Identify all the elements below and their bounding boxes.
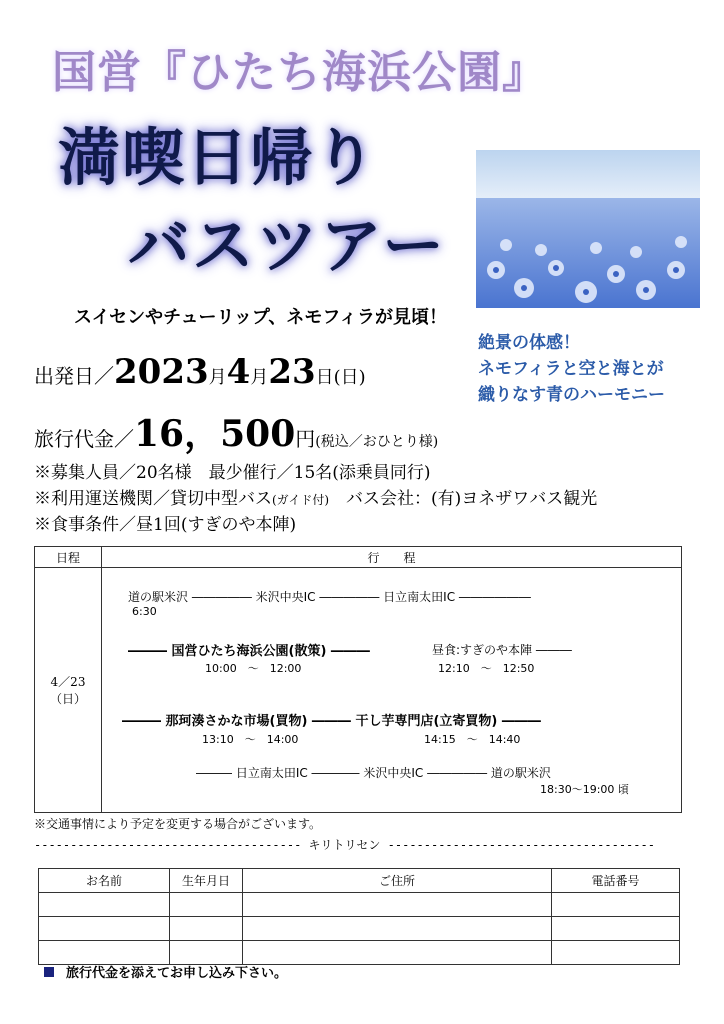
form-cell[interactable] [552,893,680,917]
form-cell[interactable] [552,917,680,941]
info-meal: ※食事条件／昼1回(すぎのや本陣) [34,515,297,535]
route-row-4: ――― 日立南太田IC ―――― 米沢中央IC ――――― 道の駅米沢 [196,766,551,780]
route-row-2-time-a: 10:00 ～ 12:00 [205,662,302,675]
info-guide: (ガイド付) [272,493,330,507]
departure-month: 4 [226,352,251,392]
departure-label: 出発日／ [34,364,114,388]
form-header-phone: 電話番号 [552,869,680,893]
price-note: (税込／おひとり様) [315,434,439,450]
form-header-address: ご住所 [243,869,552,893]
form-cell[interactable] [243,917,552,941]
highlight-line: ネモフィラと空と海とが [478,359,664,379]
nemophila-photo [476,150,700,308]
unit: 月 [250,367,269,388]
square-bullet-icon [44,967,54,977]
departure-day: 23 [268,352,316,392]
departure-date [34,352,366,392]
form-cell[interactable] [39,893,170,917]
form-cell[interactable] [552,941,680,965]
route-row-2a: ――― 国営ひたち海浜公園(散策) ――― [128,644,370,659]
route-row-4-time: 18:30～19:00 頃 [540,783,629,796]
unit: 月 [208,367,227,388]
info-transport [34,484,597,509]
form-header-name: お名前 [39,869,170,893]
form-cell[interactable] [170,941,243,965]
route-row-3: ――― 那珂湊さかな市場(買物) ――― 干し芋専門店(立寄買物) ――― [122,714,541,729]
highlight-text [478,330,665,408]
route-row-3-time-a: 13:10 ～ 14:00 [202,733,299,746]
departure-year: 2023 [114,352,209,392]
departure-weekday: (日) [333,367,366,388]
title-line-2: 満喫日帰り [58,121,379,194]
schedule-header-date: 日程 [35,547,102,568]
schedule-header-itinerary: 行 程 [102,547,682,568]
info-capacity: ※募集人員／20名様 最少催行／15名(添乗員同行) [34,463,431,483]
form-cell[interactable] [243,893,552,917]
title-line-1: 国営『ひたち海浜公園』 [52,47,547,98]
form-cell[interactable] [243,941,552,965]
schedule-notice: ※交通事情により予定を変更する場合がございます。 [34,817,322,831]
footer-text: 旅行代金を添えてお申し込み下さい。 [66,966,288,981]
schedule-weekday: （日） [49,692,86,706]
form-cell[interactable] [170,893,243,917]
highlight-line: 絶景の体感！ [478,333,580,353]
form-cell[interactable] [39,917,170,941]
schedule-date-cell [35,568,102,813]
footer-note [44,962,287,981]
route-row-2b: 昼食:すぎのや本陣 ――― [432,643,572,657]
price-unit: 円 [295,427,316,451]
info-transport-text: ※利用運送機関／貸切中型バス [34,489,272,509]
price-label: 旅行代金／ [34,427,134,451]
highlight-line: 織りなす青のハーモニー [478,385,665,405]
form-cell[interactable] [170,917,243,941]
application-form [38,868,680,965]
route-row-1: 道の駅米沢 ――――― 米沢中央IC ――――― 日立南太田IC ―――――― [128,590,531,604]
schedule-date: 4／23 [50,675,86,689]
cut-line: ------------------------------------- キリトリセン ------------------------------------- [34,838,655,852]
title-line-3: バスツアー [128,209,447,282]
route-row-2-time-b: 12:10 ～ 12:50 [438,662,535,675]
subtitle: スイセンやチューリップ、ネモフィラが見頃！ [74,307,447,328]
route-row-3-time-b: 14:15 ～ 14:40 [424,733,521,746]
form-cell[interactable] [39,941,170,965]
price [34,406,438,457]
form-header-birthdate: 生年月日 [170,869,243,893]
price-amount: 16，500 [134,413,296,455]
info-bus-company: バス会社：(有)ヨネザワバス観光 [346,489,598,509]
unit: 日 [315,367,334,388]
route-row-1-time: 6:30 [132,605,157,618]
